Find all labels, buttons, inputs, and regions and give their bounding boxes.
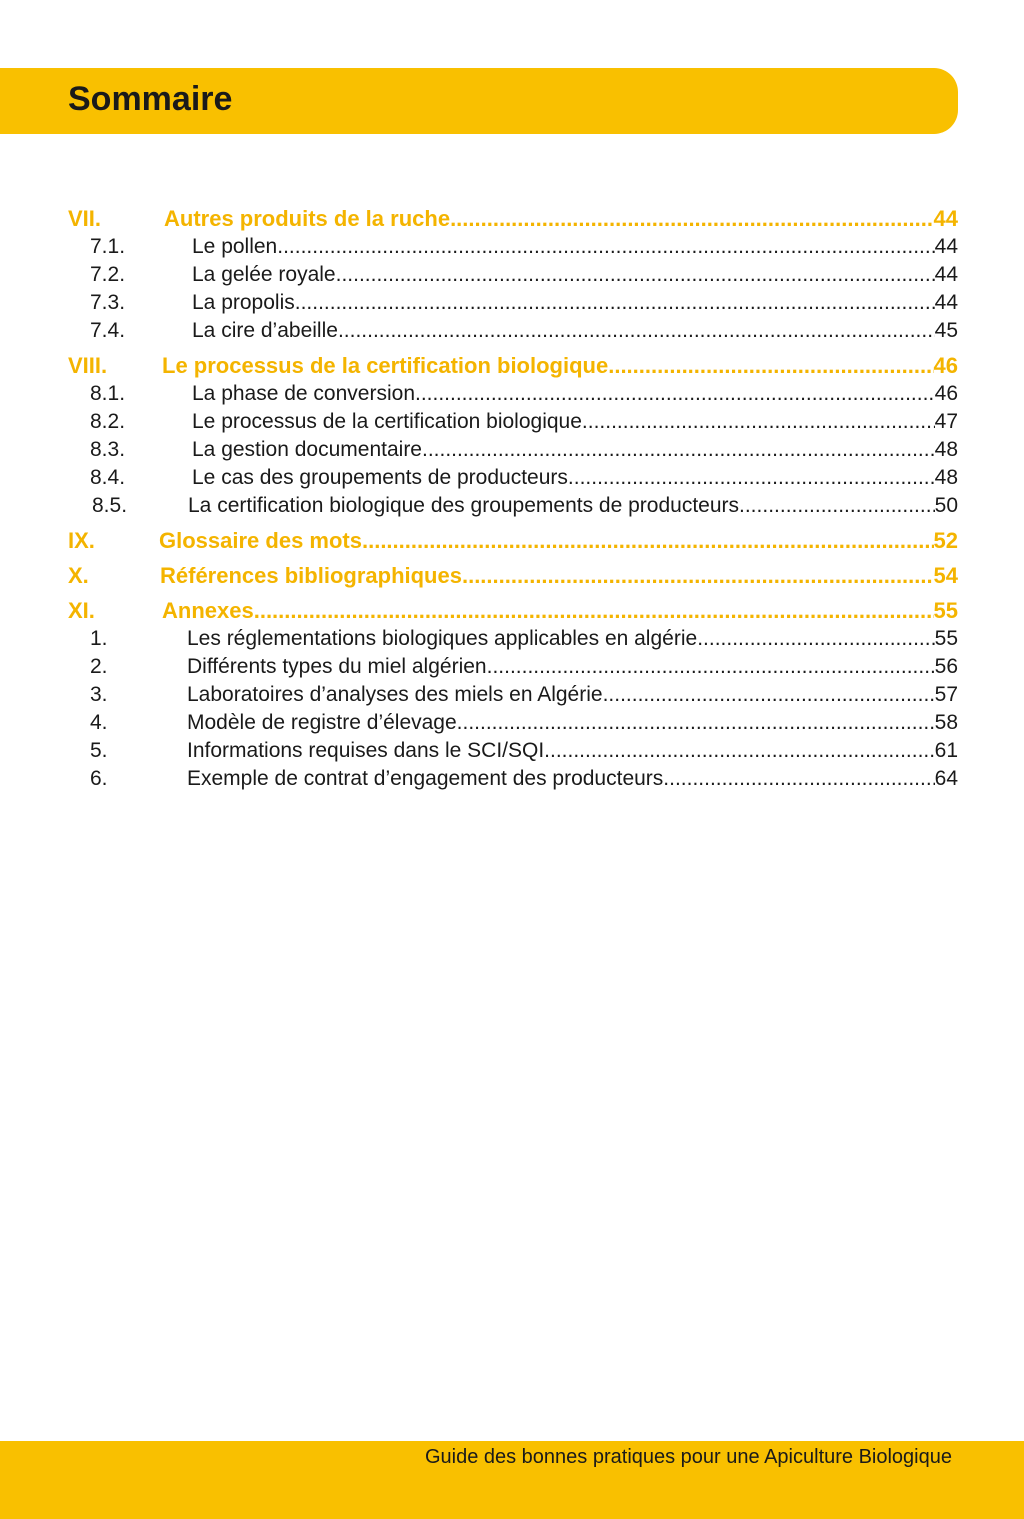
toc-page: 52 <box>933 528 958 553</box>
toc-number: 7.2. <box>90 263 126 286</box>
toc-number: 8.4. <box>90 466 126 489</box>
toc-page: 44 <box>934 291 958 314</box>
toc-leader <box>582 408 935 436</box>
toc-page: 56 <box>934 655 958 678</box>
toc-label: La propolis <box>192 291 295 314</box>
toc-label: Le pollen <box>192 235 278 258</box>
toc-number: 8.3. <box>90 438 126 461</box>
toc-page: 44 <box>934 263 958 286</box>
toc-leader <box>362 526 934 555</box>
toc-item-8-3[interactable] <box>68 436 958 464</box>
toc-leader <box>608 351 933 380</box>
toc-label: Annexes <box>162 598 254 623</box>
toc-number: IX. <box>68 528 95 553</box>
toc-label: La phase de conversion <box>192 382 415 405</box>
toc-number: X. <box>68 563 89 588</box>
page-title: Sommaire <box>68 80 233 118</box>
toc-label: Modèle de registre d’élevage <box>187 711 457 734</box>
toc-page: 54 <box>933 563 958 588</box>
toc-number: 8.5. <box>92 494 128 517</box>
toc-leader <box>739 492 935 520</box>
toc-number: 4. <box>90 711 108 734</box>
toc-leader <box>450 204 933 233</box>
toc-leader <box>663 765 934 793</box>
toc-number: VII. <box>68 206 102 231</box>
toc-label: Glossaire des mots <box>159 528 362 553</box>
toc-page: 44 <box>933 206 958 231</box>
toc-page: 45 <box>934 319 958 342</box>
toc-leader <box>254 596 934 625</box>
toc-label: Informations requises dans le SCI/SQI <box>187 739 545 762</box>
toc-page: 46 <box>934 382 958 405</box>
toc-label: Le processus de la certification biologique <box>192 410 582 433</box>
toc-leader <box>295 289 935 317</box>
toc-number: 8.2. <box>90 410 126 433</box>
toc-number: VIII. <box>68 353 108 378</box>
title-band <box>0 68 958 134</box>
toc-label: Exemple de contrat d’engagement des producteurs <box>187 767 664 790</box>
toc-item-8-4[interactable] <box>68 464 958 492</box>
toc-item-8-5[interactable] <box>68 492 958 520</box>
toc-section-xi[interactable] <box>68 596 958 625</box>
toc-section-viii[interactable] <box>68 351 958 380</box>
toc-leader <box>603 681 935 709</box>
footer-title: Guide des bonnes pratiques pour une Apiculture Biologique <box>424 1446 952 1468</box>
toc-number: 1. <box>90 627 108 650</box>
toc-label: La certification biologique des groupements de producteurs <box>188 494 740 517</box>
toc-number: 6. <box>90 767 108 790</box>
toc-number: 5. <box>90 739 108 762</box>
toc-number: 7.4. <box>90 319 126 342</box>
toc-number: 8.1. <box>90 382 126 405</box>
toc-page: 55 <box>933 598 958 623</box>
toc-leader <box>415 380 935 408</box>
toc-page: 48 <box>934 438 958 461</box>
toc-number: 7.1. <box>90 235 126 258</box>
table-of-contents <box>68 204 958 793</box>
toc-page: 50 <box>934 494 958 517</box>
toc-page: 58 <box>934 711 958 734</box>
toc-item-7-1[interactable] <box>68 233 958 261</box>
toc-leader <box>336 261 935 289</box>
toc-leader <box>487 653 935 681</box>
toc-label: La gelée royale <box>192 263 336 286</box>
toc-number: XI. <box>68 598 95 623</box>
toc-item-8-1[interactable] <box>68 380 958 408</box>
toc-item-7-4[interactable] <box>68 317 958 345</box>
footer-band <box>0 1441 1024 1519</box>
toc-label: Références bibliographiques <box>160 563 462 588</box>
toc-number: 7.3. <box>90 291 126 314</box>
toc-item-8-2[interactable] <box>68 408 958 436</box>
toc-item-7-2[interactable] <box>68 261 958 289</box>
toc-label: Les réglementations biologiques applicables en algérie <box>187 627 698 650</box>
toc-leader <box>457 709 935 737</box>
toc-leader <box>697 625 934 653</box>
toc-leader <box>277 233 934 261</box>
toc-page: 55 <box>934 627 958 650</box>
toc-page: 44 <box>934 235 958 258</box>
toc-page: 57 <box>934 683 958 706</box>
toc-label: Le cas des groupements de producteurs <box>192 466 568 489</box>
toc-label: Différents types du miel algérien <box>187 655 487 678</box>
toc-leader <box>338 317 935 345</box>
toc-item-7-3[interactable] <box>68 289 958 317</box>
toc-annex-6[interactable] <box>68 765 958 793</box>
toc-page: 47 <box>934 410 958 433</box>
toc-annex-5[interactable] <box>68 737 958 765</box>
toc-section-x[interactable] <box>68 561 958 590</box>
toc-label: Le processus de la certification biologique <box>162 353 609 378</box>
toc-label: La gestion documentaire <box>192 438 422 461</box>
toc-label: Laboratoires d’analyses des miels en Algérie <box>187 683 603 706</box>
toc-number: 2. <box>90 655 108 678</box>
toc-leader <box>544 737 934 765</box>
toc-label: Autres produits de la ruche <box>164 206 451 231</box>
toc-page: 48 <box>934 466 958 489</box>
toc-section-ix[interactable] <box>68 526 958 555</box>
toc-annex-3[interactable] <box>68 681 958 709</box>
toc-leader <box>462 561 934 590</box>
toc-leader <box>568 464 935 492</box>
toc-page: 64 <box>934 767 958 790</box>
toc-annex-2[interactable] <box>68 653 958 681</box>
toc-section-vii[interactable] <box>68 204 958 233</box>
toc-annex-4[interactable] <box>68 709 958 737</box>
toc-page: 46 <box>933 353 958 378</box>
toc-page: 61 <box>934 739 958 762</box>
toc-annex-1[interactable] <box>68 625 958 653</box>
toc-number: 3. <box>90 683 108 706</box>
toc-label: La cire d’abeille <box>192 319 338 342</box>
toc-leader <box>422 436 935 464</box>
